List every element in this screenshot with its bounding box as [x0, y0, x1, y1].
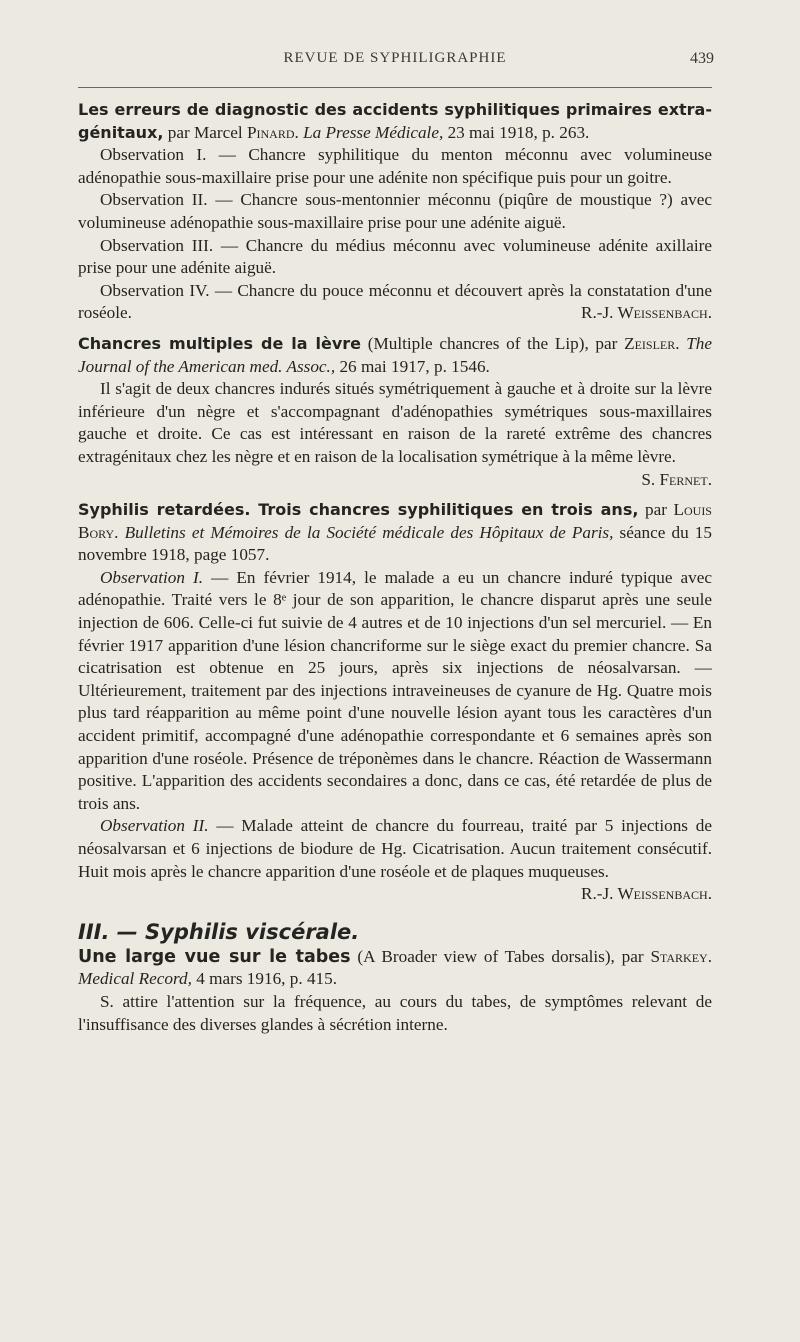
entry-1-observation-4: [78, 280, 712, 325]
entry-2-author: Zeisler: [624, 333, 676, 353]
entry-1-observation-4-text: Observation IV. — Chancre du pouce méconnu et découvert après la constatation d'une roséole.: [78, 280, 712, 323]
entry-2-by: (Multiple chancres of the Lip), par: [361, 333, 625, 353]
header-rule: [78, 87, 712, 88]
entry-3-observation-1-label: Observation I.: [100, 567, 204, 587]
entry-2-sep: .: [675, 333, 687, 353]
entry-2-paragraph: Il s'agit de deux chancres indurés situés symétriquement à gauche et à droite sur la lèvre inférieure d'un nègre et s'accompagnant d'adénopathies symétriques sous-maxillaires gauche et droite. Ce cas est intéressant en raison de la rareté extrême des chancres extragénitaux chez les nègre et en raison de la localisation symétrique à la même lèvre.: [78, 379, 712, 466]
entry-2-title: Chancres multiples de la lèvre: [78, 333, 362, 353]
section-title: III. — Syphilis viscérale.: [78, 919, 360, 944]
entry-2-journal: The Journal of the American med. Assoc.,: [78, 333, 713, 376]
entry-4-journal: Medical Record,: [78, 969, 192, 989]
entry-4-ref: 4 mars 1916, p. 415.: [191, 969, 338, 989]
entry-3-title: Syphilis retardées. Trois chancres syphilitiques en trois ans,: [78, 500, 639, 520]
entry-3-signature: R.-J. Weissenbach.: [581, 884, 712, 904]
entry-4-heading: [78, 946, 712, 991]
page-number: 439: [690, 50, 714, 67]
entry-3-ref: séance du 15 novembre 1918, page 1057.: [78, 522, 712, 565]
entry-1-title: Les erreurs de diagnostic des accidents syphilitiques primaires extra-génitaux,: [78, 100, 712, 142]
entry-3-sep: .: [114, 522, 125, 542]
entry-4-by: (A Broader view of Tabes dorsalis), par: [350, 946, 651, 966]
entry-1-signature: R.-J. Weissenbach.: [581, 303, 712, 323]
entry-3-observation-2-label: Observation II.: [100, 816, 209, 836]
entry-1-by: par Marcel: [163, 122, 247, 142]
entry-4-paragraph: S. attire l'attention sur la fréquence, au cours du tabes, de symptômes relevant de l'insuffisance des diverses glandes à sécrétion interne.: [78, 991, 712, 1034]
entry-4-title: Une large vue sur le tabes: [78, 946, 351, 967]
entry-1-heading: [78, 99, 712, 144]
entry-3-observation-1-text: — En février 1914, le malade a eu un chancre induré typique avec adénopathie. Traité vers le 8ᵉ jour de son apparition, le chancre disparut après une seule injection de 606. Celle-ci fut suivie de 4 autres et de 10 injections d'un sel mercuriel. — En février 1917 apparition d'une lésion chancriforme sur le siège exact du premier chancre. Sa cicatrisation est obtenue en 25 jours, après six injections de néosalvarsan. — Ultérieurement, traitement par des injections intraveineuses de cyanure de Hg. Quatre mois plus tard réapparition au même point d'une nouvelle lésion ayant tous les caractères d'un accident primitif, accompagné d'une adénopathie correspondante et 6 semaines après son apparition d'une roséole. Présence de tréponèmes dans le chancre. Réaction de Wassermann positive. L'apparition des accidents secondaires a donc, dans ce cas, été retardée de plus de trois ans.: [78, 567, 713, 813]
entry-1-journal: La Presse Médicale,: [303, 122, 444, 142]
entry-3-author: Louis Bory: [78, 500, 712, 542]
entry-3-observation-2-text: — Malade atteint de chancre du fourreau, traité par 5 injections de néosalvarsan et 6 injections de biodure de Hg. Cicatrisation. Aucun traitement consécutif. Huit mois après le chancre apparition d'une roséole et de plaques muqueuses.: [78, 816, 712, 881]
entry-3-journal: Bulletins et Mémoires de la Société médicale des Hôpitaux de Paris,: [124, 522, 614, 542]
entry-1-ref: 23 mai 1918, p. 263.: [443, 122, 590, 142]
entry-3-observation-1: [78, 567, 712, 816]
entry-1-author: Pinard: [246, 122, 295, 142]
entry-1-observation-3: Observation III. — Chancre du médius méconnu avec volumineuse adénite axillaire prise pour une adénite aiguë.: [78, 235, 712, 278]
entry-1-sep: .: [294, 122, 304, 142]
page-header: [78, 50, 712, 74]
entry-3-by: par: [638, 500, 674, 520]
entry-3-observation-2: [78, 815, 712, 905]
entry-2-signature: S. Fernet.: [641, 469, 712, 489]
running-title: REVUE DE SYPHILIGRAPHIE: [283, 50, 507, 66]
entry-4-sep: .: [707, 946, 713, 966]
entry-2-ref: 26 mai 1917, p. 1546.: [335, 356, 490, 376]
article-body: [78, 99, 712, 1036]
entry-3-heading: [78, 499, 712, 567]
entry-2-heading: [78, 333, 712, 378]
entry-1-observation-2: Observation II. — Chancre sous-mentonnier méconnu (piqûre de moustique ?) avec volumineuse adénopathie sous-maxillaire prise pour une adénite aiguë.: [78, 190, 712, 232]
entry-1-observation-1: Observation I. — Chancre syphilitique du menton méconnu avec volumineuse adénopathie sous-maxillaire prise pour une adénite non spécifique puis pour un goitre.: [78, 145, 712, 187]
entry-4-author: Starkey: [650, 946, 708, 966]
